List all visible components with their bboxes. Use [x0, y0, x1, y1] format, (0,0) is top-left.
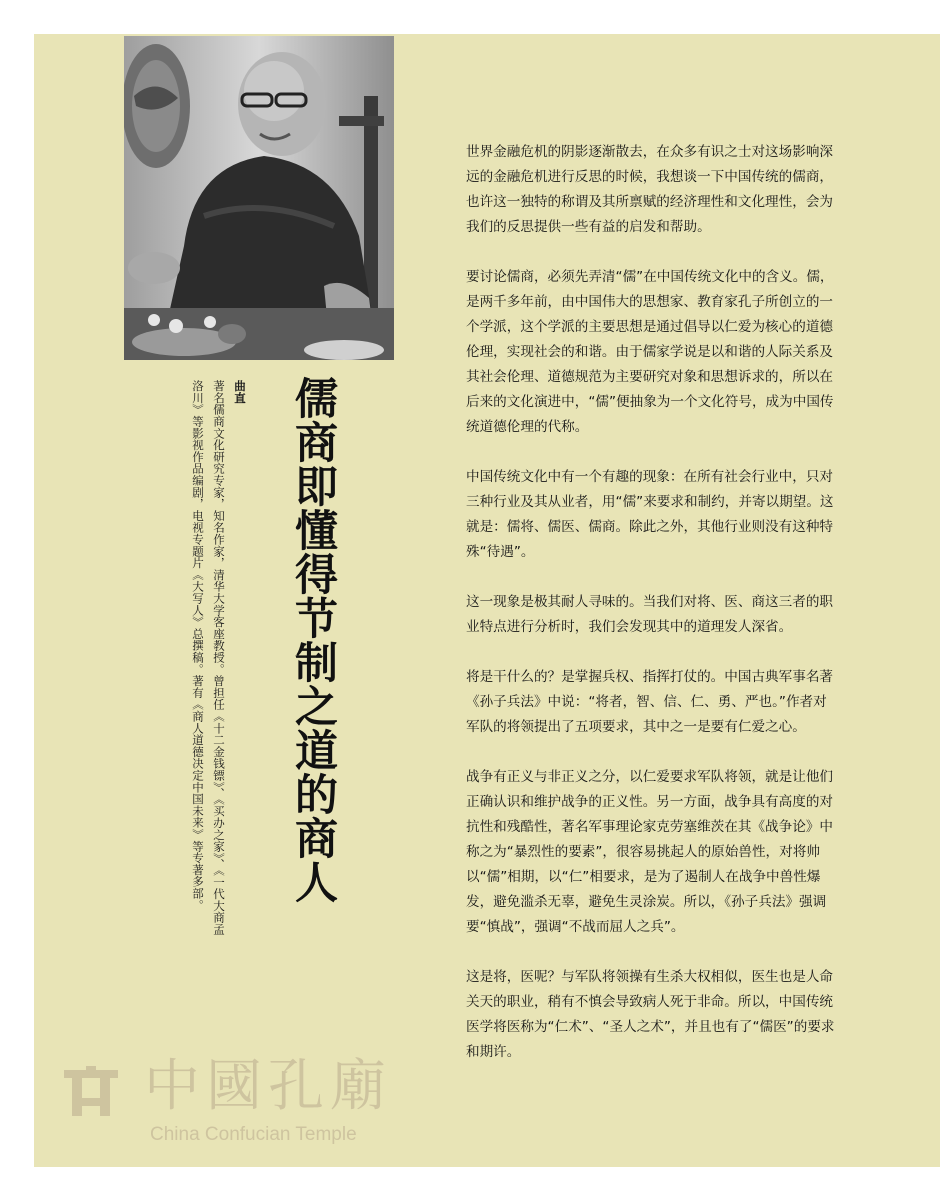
- author-photo: [124, 36, 394, 360]
- paragraph: 中国传统文化中有一个有趣的现象：在所有社会行业中，只对三种行业及其从业者，用“儒”来要求和制约，并寄以期望。这就是：儒将、儒医、儒商。除此之外，其他行业则没有这种特殊“待遇”。: [466, 469, 834, 560]
- paragraph: 将是干什么的？是掌握兵权、指挥打仗的。中国古典军事名著《孙子兵法》中说：“将者，智、信、仁、勇、严也。”作者对军队的将领提出了五项要求，其中之一是要有仁爱之心。: [466, 669, 834, 735]
- paragraph: 要讨论儒商，必须先弄清“儒”在中国传统文化中的含义。儒，是两千多年前，由中国伟大的思想家、教育家孔子所创立的一个学派，这个学派的主要思想是通过倡导以仁爱为核心的道德伦理，实现社会的和谐。由于儒家学说是以和谐的人际关系及其社会伦理、道德规范为主要研究对象和思想诉求的，所以在后来的文化演进中，“儒”便抽象为一个文化符号，成为中国传统道德伦理的代称。: [466, 269, 834, 435]
- article-title: 儒商即懂得节制之道的商人: [288, 376, 338, 904]
- temple-logo-icon: [60, 1062, 122, 1120]
- author-bio: [150, 380, 250, 940]
- paragraph: 世界金融危机的阴影逐渐散去，在众多有识之士对这场影响深远的金融危机进行反思的时候，我想谈一下中国传统的儒商，也许这一独特的称谓及其所禀赋的经济理性和文化理性，会为我们的反思提供一些有益的启发和帮助。: [466, 144, 834, 235]
- watermark-english: China Confucian Temple: [150, 1124, 357, 1145]
- watermark-chinese: 中國孔廟: [144, 1054, 392, 1119]
- author-name: 曲直: [233, 380, 247, 404]
- paragraph: 这一现象是极其耐人寻味的。当我们对将、医、商这三者的职业特点进行分析时，我们会发现其中的道理发人深省。: [466, 594, 834, 635]
- article-body: [466, 140, 838, 1090]
- author-bio-text: 著名儒商文化研究专家，知名作家，清华大学客座教授。曾担任《十二金钱镖》、《买办之家》、《一代大商孟洛川》等影视作品编剧，电视专题片《大写人》总撰稿。著有《商人道德决定中国未来》等专著多部。: [191, 380, 226, 936]
- paragraph: 这是将，医呢？与军队将领操有生杀大权相似，医生也是人命关天的职业，稍有不慎会导致病人死于非命。所以，中国传统医学将医称为“仁术”、“圣人之术”，并且也有了“儒医”的要求和期许。: [466, 969, 835, 1060]
- paragraph: 战争有正义与非正义之分，以仁爱要求军队将领，就是让他们正确认识和维护战争的正义性。另一方面，战争具有高度的对抗性和残酷性，著名军事理论家克劳塞维茨在其《战争论》中称之为“暴烈性的要素”，很容易挑起人的原始兽性，对将帅以“儒”相期，以“仁”相要求，是为了遏制人在战争中兽性爆发，避免滥杀无辜，避免生灵涂炭。所以，《孙子兵法》强调要“慎战”，强调“不战而屈人之兵”。: [466, 769, 834, 935]
- watermark: [48, 1050, 408, 1150]
